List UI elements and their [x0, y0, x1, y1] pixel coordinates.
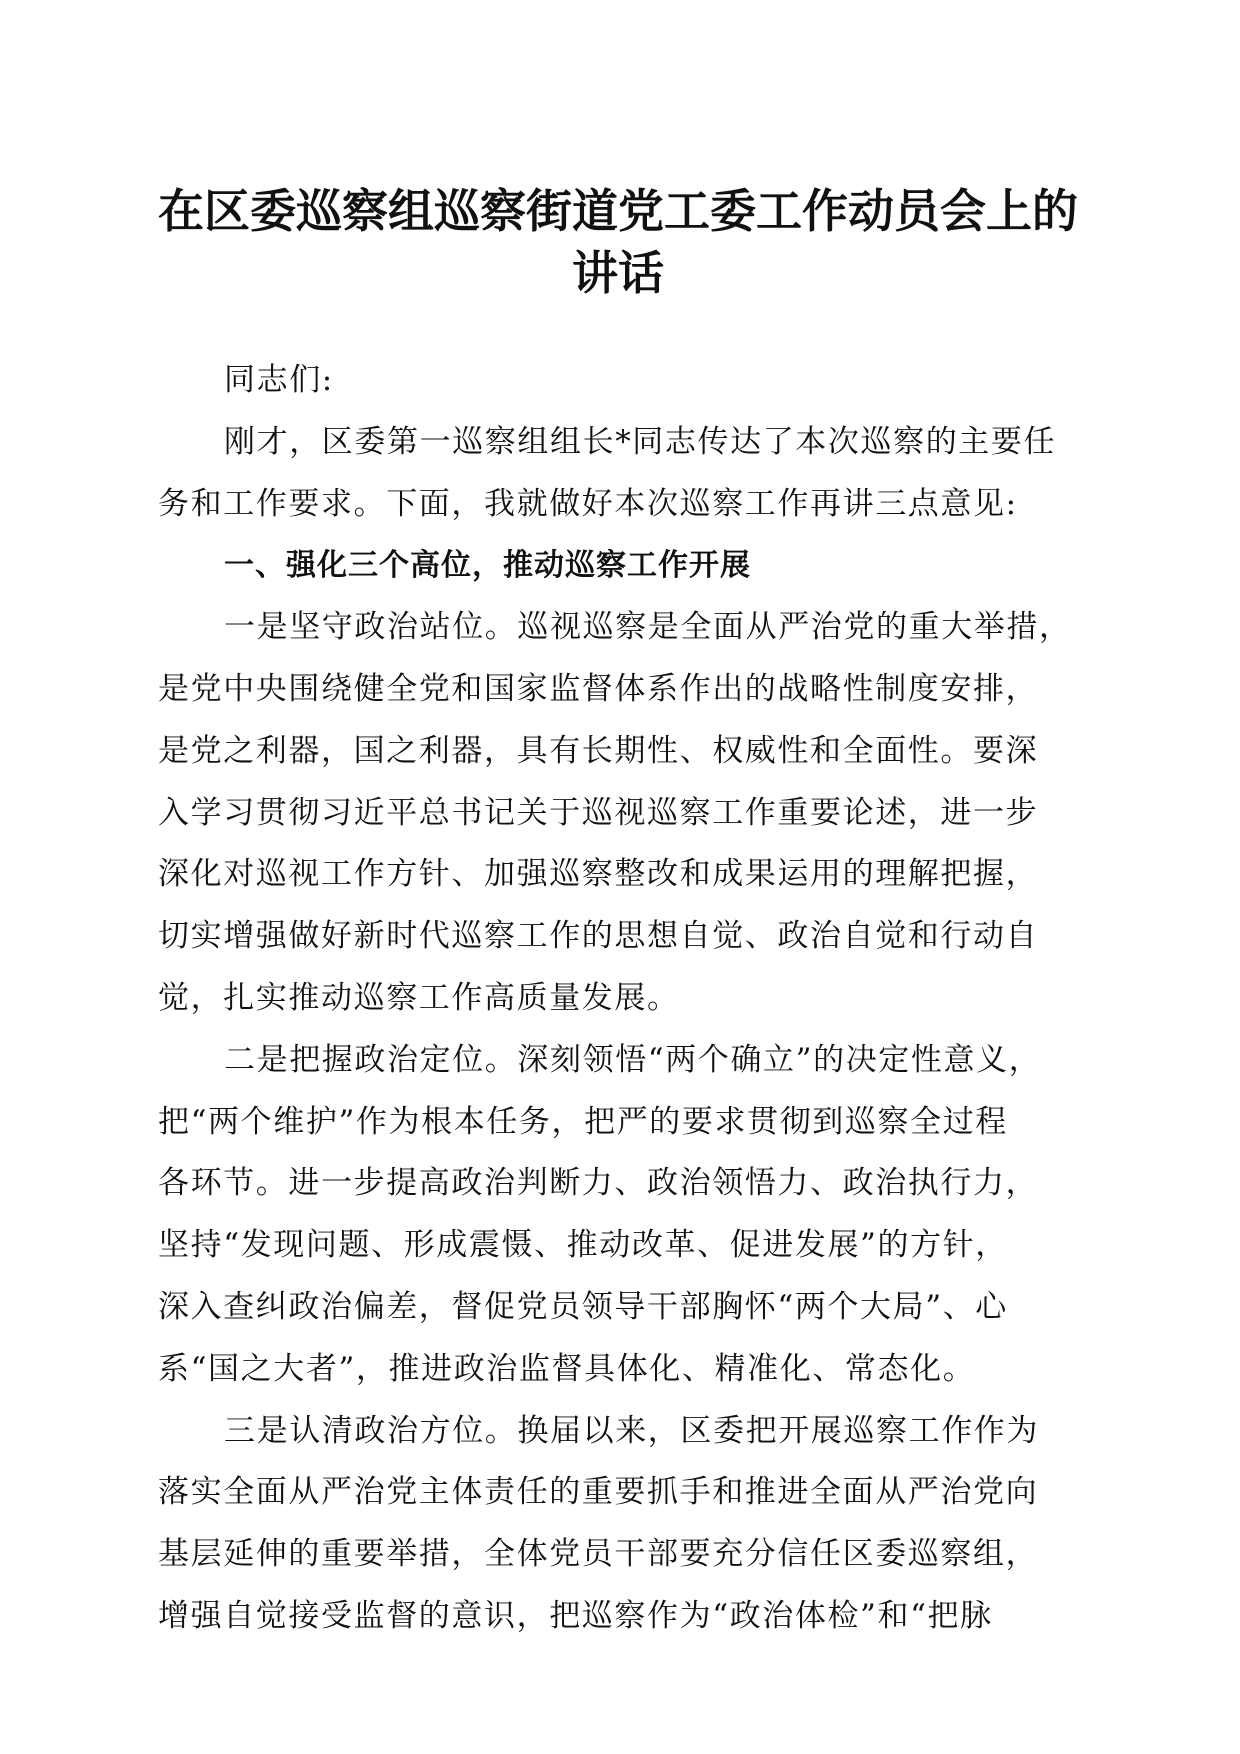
paragraph-line: 把“两个维护”作为根本任务，把严的要求贯彻到巡察全过程	[158, 1103, 1008, 1140]
paragraph-line: 坚持“发现问题、形成震慑、推动改革、促进发展”的方针，	[158, 1227, 1008, 1264]
paragraph-line: 基层延伸的重要举措，全体党员干部要充分信任区委巡察组，	[158, 1536, 1039, 1573]
paragraph-3	[158, 1401, 1078, 1648]
intro-line: 务和工作要求。下面，我就做好本次巡察工作再讲三点意见:	[158, 485, 1018, 522]
paragraph-1	[158, 597, 1078, 1030]
paragraph-line: 觉，扎实推动巡察工作高质量发展。	[158, 979, 680, 1016]
paragraph-line: 是党之利器，国之利器，具有长期性、权威性和全面性。要深	[158, 732, 1039, 769]
paragraph-line: 一是坚守政治站位。巡视巡察是全面从严治党的重大举措，	[224, 609, 1072, 646]
section-1-heading: 一、强化三个高位，推动巡察工作开展	[224, 548, 751, 584]
document-body	[158, 350, 1078, 1648]
paragraph-line: 深入查纠政治偏差，督促党员领导干部胸怀“两个大局”、心	[158, 1288, 1008, 1325]
paragraph-line: 系“国之大者”，推进政治监督具体化、精准化、常态化。	[158, 1350, 976, 1387]
paragraph-line: 入学习贯彻习近平总书记关于巡视巡察工作重要论述，进一步	[158, 794, 1039, 831]
paragraph-line: 深化对巡视工作方针、加强巡察整改和成果运用的理解把握，	[158, 856, 1039, 893]
title-line-2: 讲话	[572, 246, 664, 300]
paragraph-2	[158, 1030, 1078, 1401]
paragraph-line: 二是把握政治定位。深刻领悟“两个确立”的决定性意义，	[224, 1041, 1042, 1078]
title-line-1: 在区委巡察组巡察街道党工委工作动员会上的	[158, 184, 1078, 238]
paragraph-line: 切实增强做好新时代巡察工作的思想自觉、政治自觉和行动自	[158, 918, 1039, 955]
paragraph-line: 各环节。进一步提高政治判断力、政治领悟力、政治执行力，	[158, 1165, 1039, 1202]
salutation: 同志们:	[224, 362, 334, 398]
intro-line: 刚才，区委第一巡察组组长*同志传达了本次巡察的主要任	[224, 423, 1057, 460]
paragraph-line: 三是认清政治方位。换届以来，区委把开展巡察工作作为	[224, 1412, 1039, 1449]
document-page	[158, 180, 1078, 1648]
paragraph-line: 落实全面从严治党主体责任的重要抓手和推进全面从严治党向	[158, 1474, 1039, 1511]
paragraph-line: 是党中央围绕健全党和国家监督体系作出的战略性制度安排，	[158, 670, 1039, 707]
intro-paragraph	[158, 412, 1078, 536]
paragraph-line: 增强自觉接受监督的意识，把巡察作为“政治体检”和“把脉	[158, 1597, 993, 1634]
document-title	[158, 180, 1078, 304]
